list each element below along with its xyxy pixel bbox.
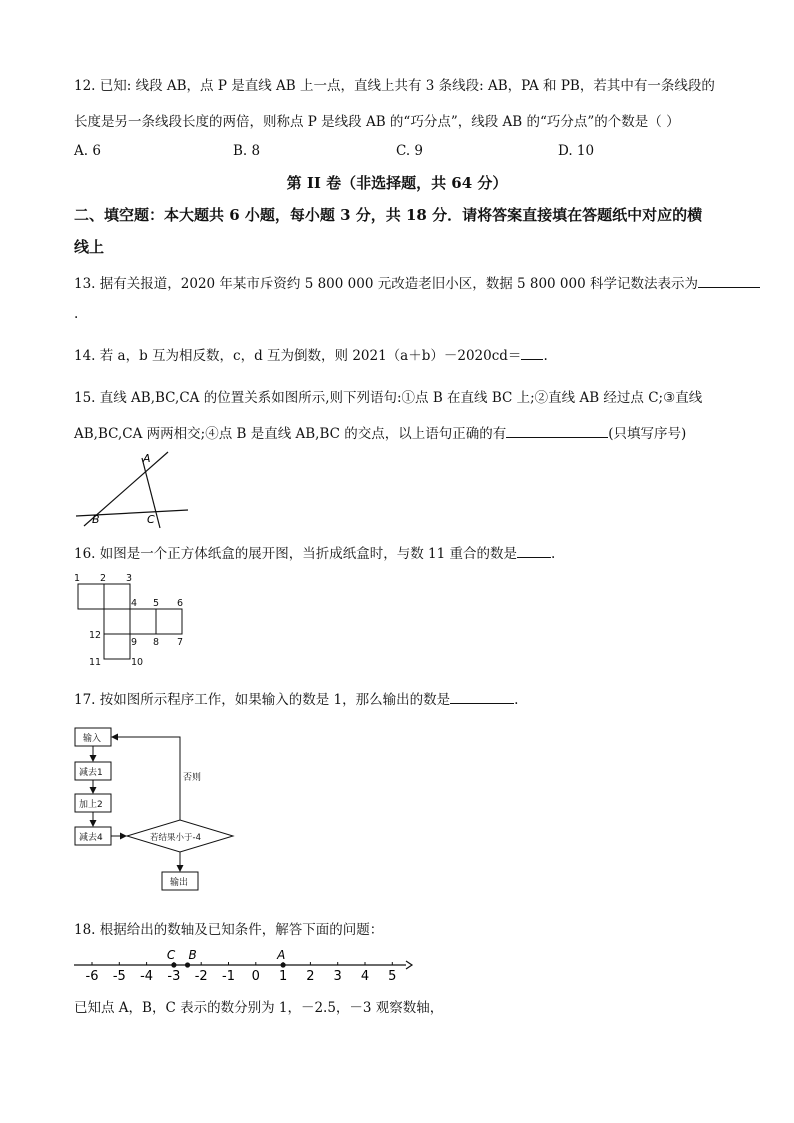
q14-end: . (543, 348, 548, 364)
tick-label: -6 (85, 969, 99, 984)
section-heading-line2: 线上 (74, 238, 105, 256)
net-num-7: 7 (177, 637, 184, 648)
point-label-a: A (277, 948, 286, 962)
net-square-5 (156, 609, 182, 634)
q12-choice-b: B. 8 (233, 143, 261, 159)
label-b: B (92, 513, 100, 526)
net-num-1: 1 (74, 573, 81, 584)
q16-end: . (551, 546, 556, 562)
q12-choice-d: D. 10 (558, 143, 595, 159)
q15-prompt: AB,BC,CA 两两相交;④点 B 是直线 AB,BC 的交点，以上语句正确的有 (74, 426, 507, 442)
q15-line1: 15. 直线 AB,BC,CA 的位置关系如图所示,则下列语句:①点 B 在直线 BC 上;②直线 AB 经过点 C;③直线 (74, 390, 703, 406)
q18-number-line (70, 944, 415, 984)
q16-cube-net (72, 570, 192, 670)
point-a (281, 962, 286, 967)
point-c (171, 962, 176, 967)
q16-prompt: 16. 如图是一个正方体纸盒的展开图，当折成纸盒时，与数 11 重合的数是 (74, 546, 518, 562)
q12-choice-c: C. 9 (396, 143, 424, 159)
net-num-11: 11 (89, 657, 102, 668)
net-square-6 (104, 634, 130, 659)
net-num-10: 10 (131, 657, 144, 668)
q12-choice-a: A. 6 (74, 143, 101, 159)
q13-answer-blank[interactable] (698, 275, 760, 288)
q13-end: . (74, 306, 79, 322)
q16-text (74, 542, 555, 562)
flow-else-label: 否则 (183, 773, 202, 783)
q14-text (74, 344, 548, 364)
net-num-3: 3 (126, 573, 133, 584)
flow-step3-label: 减去4 (79, 833, 103, 843)
tick-label: 1 (278, 969, 288, 984)
tick-label: 2 (306, 969, 315, 984)
tick-label: -2 (194, 969, 208, 984)
q17-answer-blank[interactable] (450, 691, 514, 704)
q17-prompt: 17. 按如图所示程序工作，如果输入的数是 1，那么输出的数是 (74, 692, 451, 708)
net-num-6: 6 (177, 598, 184, 609)
q12-line2: 长度是另一条线段长度的两倍，则称点 P 是线段 AB 的“巧分点”，线段 AB 的“巧分点”的个数是（ ） (74, 114, 680, 130)
tick-label: -4 (140, 969, 154, 984)
point-label-c: C (166, 948, 176, 962)
q14-answer-blank[interactable] (521, 347, 543, 360)
flow-output-label: 输出 (170, 878, 189, 888)
q17-end: . (514, 692, 519, 708)
point-label-b: B (188, 948, 197, 962)
section-heading-line1: 二、填空题：本大题共 6 小题，每小题 3 分，共 18 分．请将答案直接填在答题纸中对应的横 (74, 206, 703, 224)
q15-lines-figure (70, 448, 195, 530)
net-num-9: 9 (131, 637, 138, 648)
q13-prompt: 13. 据有关报道，2020 年某市斥资约 5 800 000 元改造老旧小区，数据 5 800 000 科学记数法表示为 (74, 276, 698, 292)
net-num-8: 8 (153, 637, 160, 648)
label-a: A (143, 452, 151, 465)
flow-step2-label: 加上2 (79, 800, 103, 810)
q15-hint: (只填写序号) (608, 426, 687, 442)
q14-prompt: 14. 若 a，b 互为相反数，c，d 互为倒数，则 2021（a＋b）－2020cd＝ (74, 348, 522, 364)
q18-text: 18. 根据给出的数轴及已知条件，解答下面的问题： (74, 922, 384, 938)
tick-label: -1 (222, 969, 235, 984)
flow-condition-label: 若结果小于-4 (150, 833, 201, 843)
net-square-4 (130, 609, 156, 634)
net-num-12: 12 (89, 630, 102, 641)
q12-line1: 12. 已知: 线段 AB，点 P 是直线 AB 上一点，直线上共有 3 条线段: AB，PA 和 PB，若其中有一条线段的 (74, 78, 715, 94)
net-num-4: 4 (131, 598, 138, 609)
tick-label: 5 (388, 969, 397, 984)
point-b (185, 962, 190, 967)
q17-flowchart (70, 722, 250, 894)
section-title: 第 II 卷（非选择题，共 64 分） (286, 174, 508, 192)
net-square-2 (104, 584, 130, 609)
axis-arrow (406, 961, 412, 969)
tick-label: -5 (112, 969, 126, 984)
q16-answer-blank[interactable] (517, 545, 551, 558)
q15-line2 (74, 422, 686, 442)
label-c: C (147, 513, 155, 526)
net-square-3 (104, 609, 130, 634)
net-num-5: 5 (153, 598, 160, 609)
tick-label: 3 (333, 969, 342, 984)
flow-step1-label: 减去1 (79, 768, 103, 778)
net-square-1 (78, 584, 104, 609)
q13-text (74, 272, 760, 292)
tick-label: 0 (251, 969, 260, 984)
q18-note: 已知点 A，B，C 表示的数分别为 1，－2.5，－3 观察数轴， (74, 1000, 444, 1016)
flow-input-label: 输入 (83, 734, 102, 744)
q15-answer-blank[interactable] (506, 425, 608, 438)
q17-text (74, 688, 518, 708)
tick-label: -3 (167, 969, 181, 984)
net-num-2: 2 (100, 573, 107, 584)
tick-label: 4 (360, 969, 370, 984)
